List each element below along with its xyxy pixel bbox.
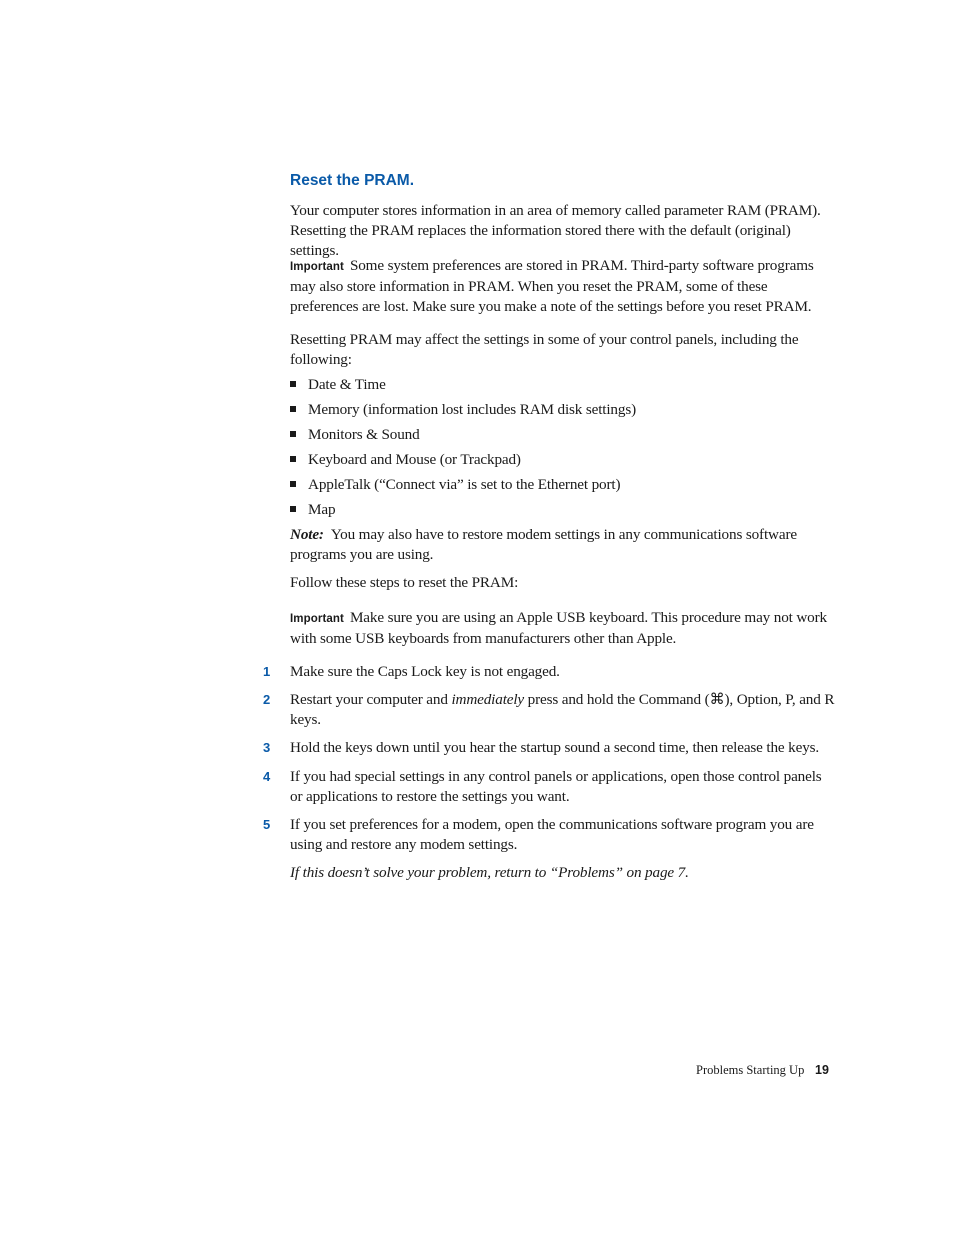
footer-section-title: Problems Starting Up <box>696 1063 805 1077</box>
important-text: Some system preferences are stored in PRAM. Third-party software programs may also store information in PRAM. When you reset the PRAM, some of these preferences are lost. Make sure you make a note of the settings before you reset PRAM. <box>290 257 814 315</box>
bullet-icon <box>290 481 296 487</box>
follow-paragraph: Follow these steps to reset the PRAM: <box>290 574 519 591</box>
step-text: If you set preferences for a modem, open the communications software program you are using and restore any modem settings. <box>290 816 814 853</box>
closing-reference: If this doesn’t solve your problem, return to “Problems” on page 7. <box>290 864 689 881</box>
step-number: 4 <box>263 769 271 784</box>
step-text-emphasis: immediately <box>451 691 525 708</box>
list-item-text: Date & Time <box>308 376 386 393</box>
step-number: 2 <box>263 692 271 707</box>
bullet-icon <box>290 431 296 437</box>
step-text: Hold the keys down until you hear the startup sound a second time, then release the keys. <box>290 739 820 756</box>
list-item-text: Memory (information lost includes RAM disk settings) <box>308 401 636 418</box>
list-item <box>290 500 335 520</box>
step-number: 3 <box>263 740 271 755</box>
intro-paragraph: Your computer stores information in an area of memory called parameter RAM (PRAM). Resetting the PRAM replaces the information stored there with the default (original) settings. <box>290 202 821 259</box>
step-text-part: press and hold the Command (⌘), Option, P, and R keys. <box>290 691 835 728</box>
bullet-icon <box>290 456 296 462</box>
bullet-icon <box>290 506 296 512</box>
important-notice-1 <box>290 256 835 317</box>
list-item-text: Monitors & Sound <box>308 426 420 443</box>
step-text <box>290 690 835 730</box>
important-notice-2 <box>290 608 835 649</box>
bullet-icon <box>290 381 296 387</box>
note-text: You may also have to restore modem settings in any communications software programs you are using. <box>290 526 797 563</box>
list-item <box>290 425 420 445</box>
step-text: If you had special settings in any control panels or applications, open those control panels or applications to restore the settings you want. <box>290 768 822 805</box>
step-number: 1 <box>263 664 271 679</box>
list-item-text: Map <box>308 501 336 518</box>
list-item <box>290 475 620 495</box>
section-heading: Reset the PRAM. <box>290 172 415 189</box>
important-text: Make sure you are using an Apple USB keyboard. This procedure may not work with some USB keyboards from manufacturers other than Apple. <box>290 609 827 647</box>
important-label: Important <box>290 261 344 273</box>
bullet-icon <box>290 406 296 412</box>
list-item <box>290 400 636 420</box>
list-item-text: Keyboard and Mouse (or Trackpad) <box>308 451 521 468</box>
affect-paragraph: Resetting PRAM may affect the settings in some of your control panels, including the following: <box>290 331 799 368</box>
note-paragraph <box>290 525 835 565</box>
step-text-part: Restart your computer and <box>290 691 452 708</box>
list-item <box>290 375 386 395</box>
important-label: Important <box>290 613 344 625</box>
step-number: 5 <box>263 817 271 832</box>
list-item <box>290 450 521 470</box>
note-label: Note: <box>290 526 324 543</box>
list-item-text: AppleTalk (“Connect via” is set to the Ethernet port) <box>308 476 621 493</box>
step-text: Make sure the Caps Lock key is not engaged. <box>290 663 560 680</box>
page-number: 19 <box>815 1063 829 1077</box>
